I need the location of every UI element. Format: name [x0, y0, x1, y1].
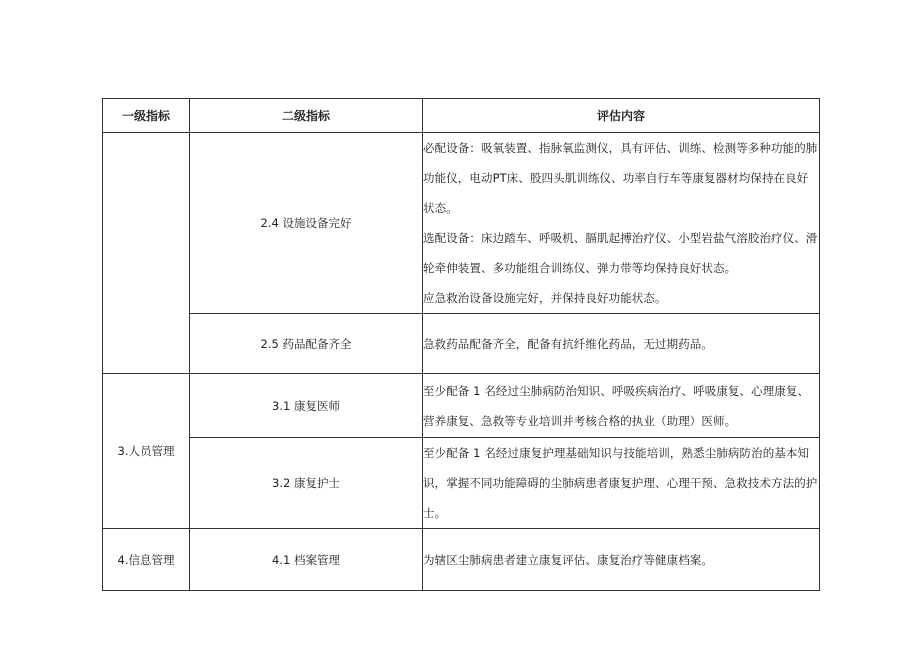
level1-cell: 4.信息管理 [103, 529, 190, 591]
header-level2: 二级指标 [190, 99, 423, 133]
content-paragraph: 应急救治设备设施完好，并保持良好功能状态。 [423, 291, 667, 305]
level1-cell [103, 133, 190, 374]
table-row [103, 314, 820, 374]
level2-cell: 4.1 档案管理 [190, 529, 423, 591]
content-paragraph: 至少配备 1 名经过康复护理基础知识与技能培训，熟悉尘肺病防治的基本知识，掌握不同功能障碍的尘肺病患者康复护理、心理干预、急救技术方法的护士。 [423, 446, 818, 520]
content-cell [423, 529, 820, 591]
level1-cell: 3.人员管理 [103, 374, 190, 529]
content-paragraph: 为辖区尘肺病患者建立康复评估、康复治疗等健康档案。 [423, 552, 713, 567]
content-cell [423, 133, 820, 314]
content-cell [423, 374, 820, 438]
level2-cell: 2.5 药品配备齐全 [190, 314, 423, 374]
content-paragraph: 选配设备：床边踏车、呼吸机、膈肌起搏治疗仪、小型岩盐气溶胶治疗仪、滑轮牵伸装置、多功能组合训练仪、弹力带等均保持良好状态。 [423, 231, 818, 275]
content-paragraph: 急救药品配备齐全，配备有抗纤维化药品，无过期药品。 [423, 336, 713, 351]
content-paragraph: 必配设备：吸氧装置、指脉氧监测仪，具有评估、训练、检测等多种功能的肺功能仪，电动PT床、股四头肌训练仪、功率自行车等康复器材均保持在良好状态。 [423, 141, 818, 215]
assessment-table [102, 98, 820, 591]
table-header-row [103, 99, 820, 133]
content-cell [423, 438, 820, 529]
level2-cell: 3.1 康复医师 [190, 374, 423, 438]
table-row [103, 438, 820, 529]
table-row [103, 529, 820, 591]
table-row [103, 374, 820, 438]
level2-cell: 3.2 康复护士 [190, 438, 423, 529]
content-paragraph: 至少配备 1 名经过尘肺病防治知识、呼吸疾病治疗、呼吸康复、心理康复、营养康复、急救等专业培训并考核合格的执业（助理）医师。 [423, 383, 810, 428]
header-level1: 一级指标 [103, 99, 190, 133]
level2-cell: 2.4 设施设备完好 [190, 133, 423, 314]
content-cell [423, 314, 820, 374]
header-content: 评估内容 [423, 99, 820, 133]
table-row [103, 133, 820, 314]
